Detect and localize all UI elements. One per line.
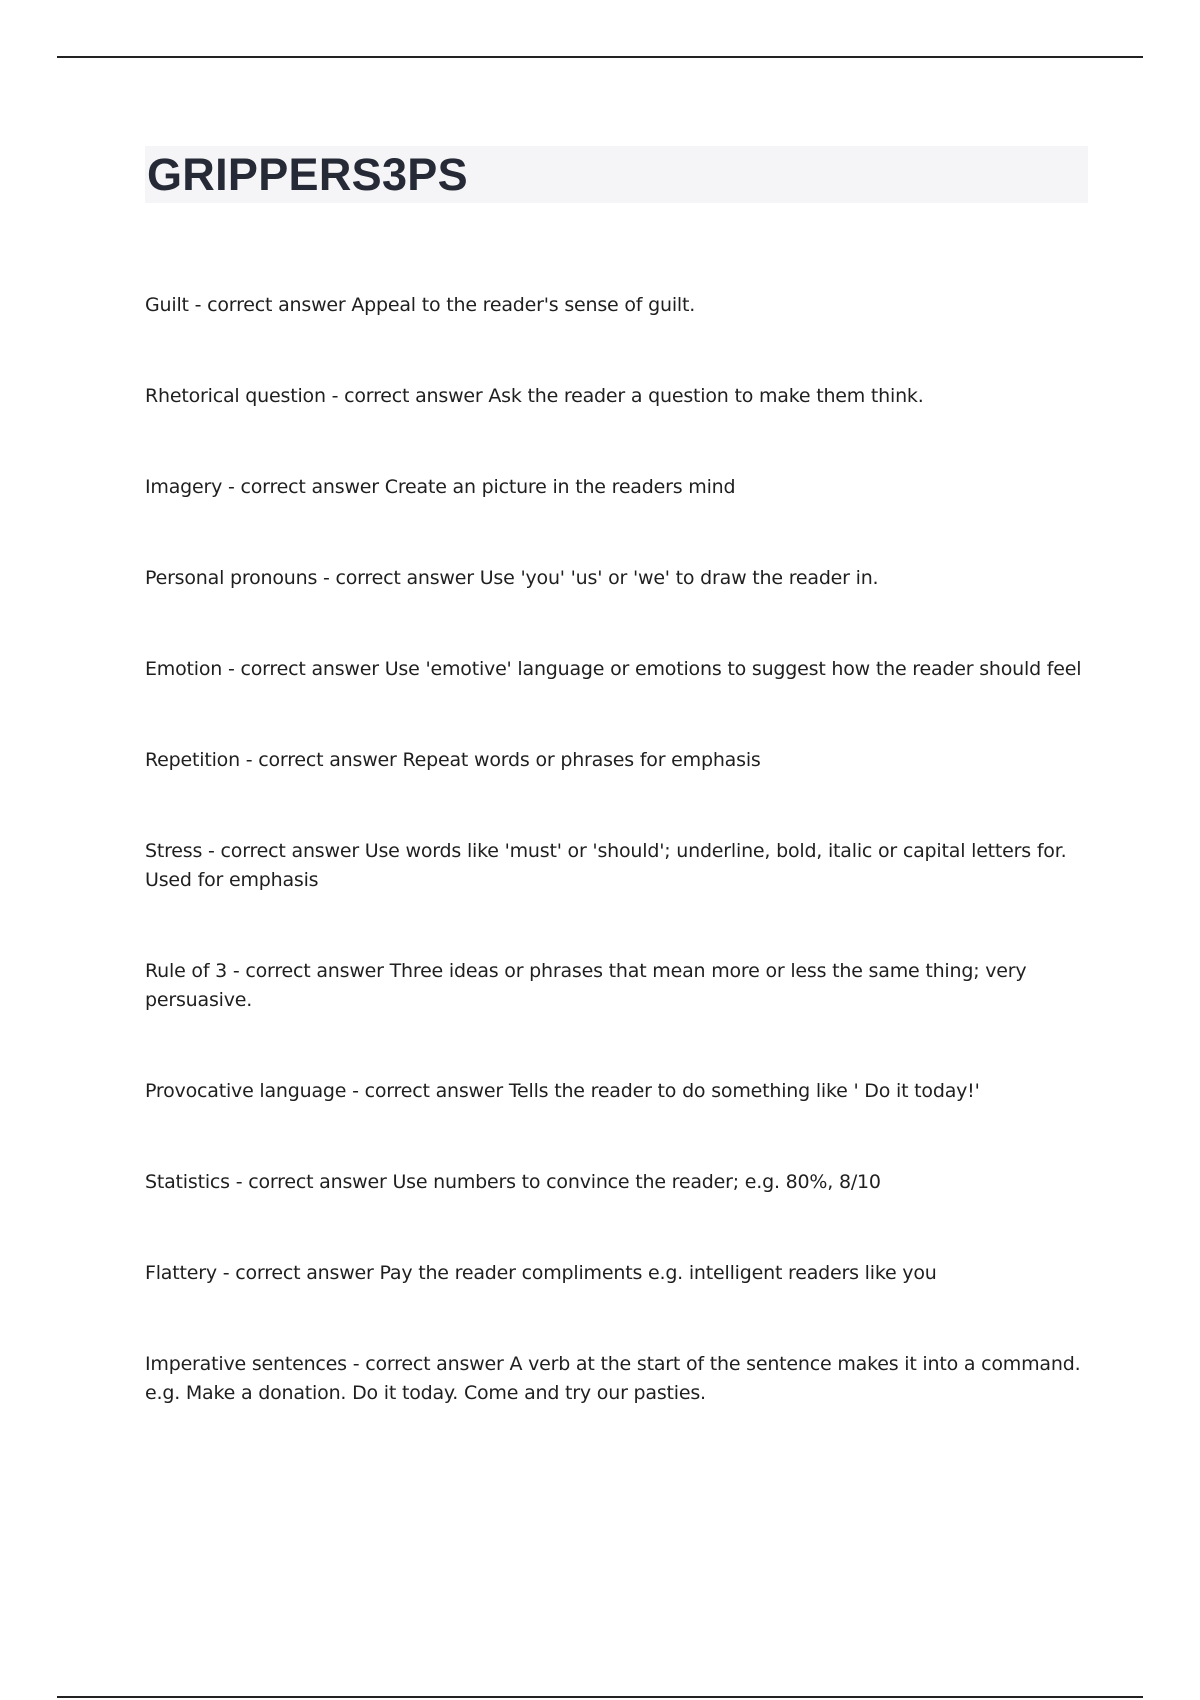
entry-term: Guilt [145, 294, 189, 316]
entry-separator: - correct answer [188, 294, 352, 316]
entry-definition: Repeat words or phrases for emphasis [402, 749, 761, 771]
entry-separator: - correct answer [346, 1353, 510, 1375]
list-item [145, 957, 1088, 1015]
list-item [145, 655, 1088, 684]
entry-definition: Ask the reader a question to make them think. [488, 385, 924, 407]
entry-definition: Use numbers to convince the reader; e.g. 80%, 8/10 [392, 1171, 881, 1193]
entry-term: Emotion [145, 658, 223, 680]
list-item [145, 291, 1088, 320]
entry-definition: Use words like 'must' or 'should'; underline, bold, italic or capital letters for. Used for emphasis [145, 840, 1067, 891]
entry-separator: - correct answer [346, 1080, 509, 1102]
entry-term: Flattery [145, 1262, 217, 1284]
entry-definition: Appeal to the reader's sense of guilt. [351, 294, 696, 316]
list-item [145, 1350, 1088, 1408]
bottom-divider [57, 1696, 1143, 1698]
entry-definition: Use 'emotive' language or emotions to suggest how the reader should feel [384, 658, 1082, 680]
entry-definition: Use 'you' 'us' or 'we' to draw the reader in. [479, 567, 879, 589]
entry-term: Imperative sentences [145, 1353, 347, 1375]
entry-term: Provocative language [145, 1080, 347, 1102]
list-item [145, 746, 1088, 775]
list-item [145, 1259, 1088, 1288]
list-item [145, 473, 1088, 502]
page-title: GRIPPERS3PS [147, 149, 468, 200]
entry-definition: Three ideas or phrases that mean more or less the same thing; very persuasive. [145, 960, 1027, 1011]
entry-separator: - correct answer [227, 960, 390, 982]
entry-separator: - correct answer [222, 476, 385, 498]
entry-term: Stress [145, 840, 203, 862]
entry-definition: A verb at the start of the sentence makes it into a command. e.g. Make a donation. Do it today. Come and try our pasties. [145, 1353, 1081, 1404]
entry-definition: Create an picture in the readers mind [384, 476, 736, 498]
list-item [145, 837, 1088, 895]
entry-definition: Pay the reader compliments e.g. intelligent readers like you [379, 1262, 937, 1284]
entry-separator: - correct answer [317, 567, 480, 589]
entry-separator: - correct answer [325, 385, 489, 407]
list-item [145, 564, 1088, 593]
entry-term: Repetition [145, 749, 240, 771]
entry-term: Rhetorical question [145, 385, 326, 407]
list-item [145, 382, 1088, 411]
entry-separator: - correct answer [239, 749, 403, 771]
entry-term: Rule of 3 [145, 960, 228, 982]
entry-separator: - correct answer [202, 840, 365, 862]
entry-term: Imagery [145, 476, 223, 498]
entry-term: Statistics [145, 1171, 230, 1193]
entry-separator: - correct answer [222, 658, 385, 680]
list-item [145, 1168, 1088, 1197]
entry-separator: - correct answer [216, 1262, 380, 1284]
top-divider [57, 56, 1143, 58]
title-banner [145, 146, 1088, 203]
entry-term: Personal pronouns [145, 567, 318, 589]
entry-definition: Tells the reader to do something like ' Do it today!' [508, 1080, 980, 1102]
list-item [145, 1077, 1088, 1106]
document-page [145, 146, 1088, 1404]
entry-separator: - correct answer [229, 1171, 393, 1193]
